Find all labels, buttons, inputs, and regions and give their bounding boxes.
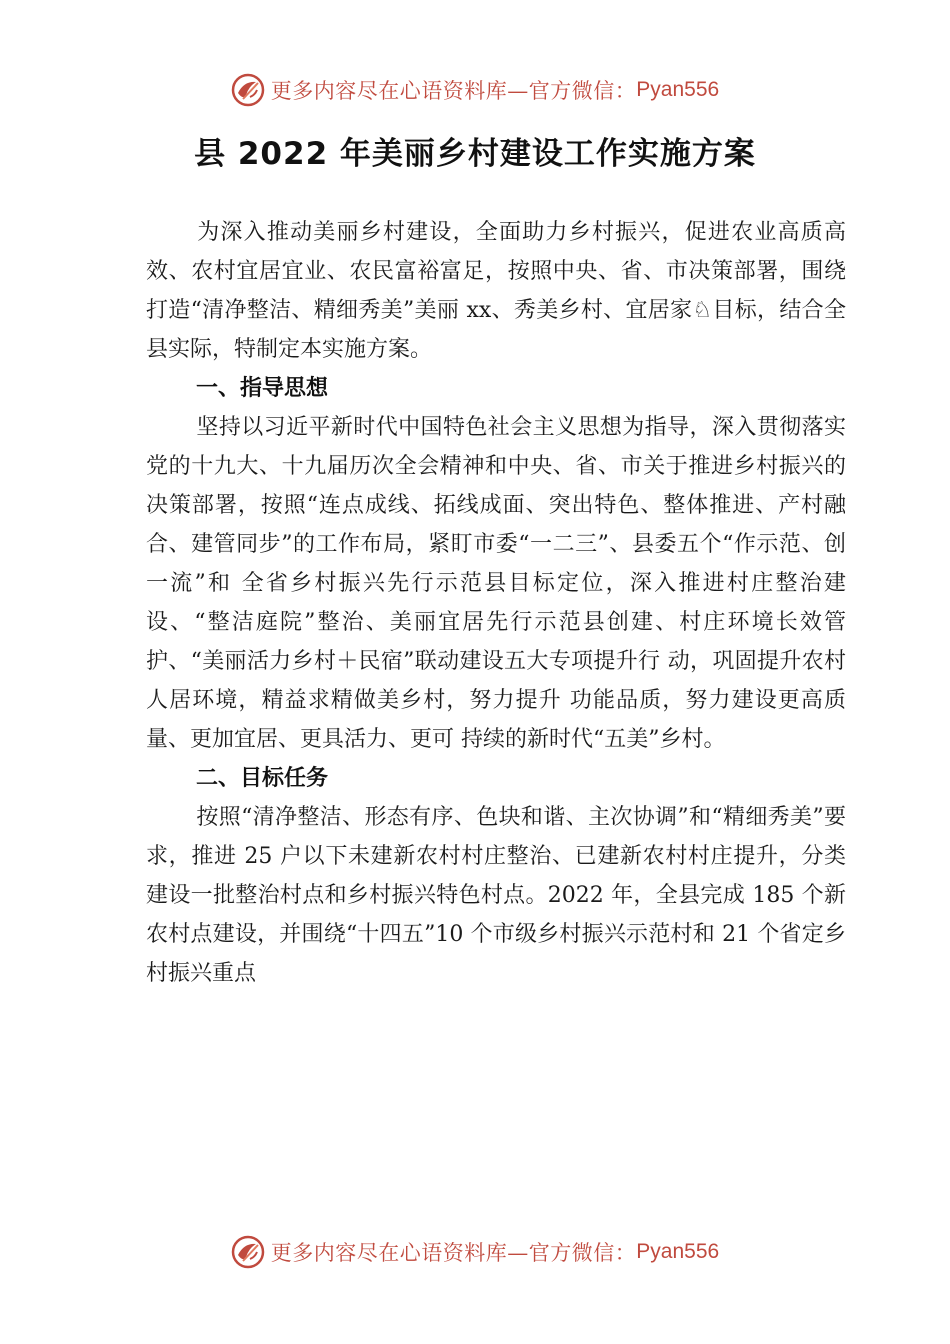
watermark-wechat-id: Pyan556 xyxy=(636,1240,720,1263)
watermark-wechat-id: Pyan556 xyxy=(636,78,720,101)
watermark-header xyxy=(0,70,950,110)
logo-icon xyxy=(231,73,265,107)
watermark-text: 更多内容尽在心语资料库—官方微信： xyxy=(270,79,637,103)
watermark-text: 更多内容尽在心语资料库—官方微信： xyxy=(270,1241,637,1265)
intro-paragraph xyxy=(146,213,846,369)
section1-text: 坚持以习近平新时代中国特色社会主义思想为指导，深入贯彻落实党的十九大、十九届历次全会精神和中央、省、市关于推进乡村振兴的决策部署，按照“连点成线、拓线成面、突出特色、整体推进、产村融合、建管同步”的工作布局，紧盯市委“一二三”、县委五个“作示范、创一流”和 全省乡村振兴先行示范县目标定位，深入推进村庄整治建设、“整洁庭院”整治、美丽宜居先行示范县创建、村庄环境长效管护、“美丽活力乡村＋民宿”联动建设五大专项提升行 动，巩固提升农村人居环境，精益求精做美乡村，努力提升 功能品质，努力建设更高质量、更加宜居、更具活力、更可 持续的新时代“五美”乡村。 xyxy=(146,415,846,752)
watermark-footer xyxy=(0,1232,950,1272)
intro-text: 为深入推动美丽乡村建设，全面助力乡村振兴，促进农业高质高效、农村宜居宜业、农民富裕富足，按照中央、省、市决策部署，围绕打造“清净整洁、精细秀美”美丽 xx、秀美乡村、宜居家♘目标，结合全县实际，特制定本实施方案。 xyxy=(146,220,846,362)
section1-heading: 一、指导思想 xyxy=(196,376,329,401)
logo-icon xyxy=(231,1235,265,1269)
section1-paragraph xyxy=(146,408,846,759)
section2-text: 按照“清净整洁、形态有序、色块和谐、主次协调”和“精细秀美”要求，推进 25 户以下未建新农村村庄整治、已建新农村村庄提升，分类建设一批整治村点和乡村振兴特色村点。2022 年，全县完成 185 个新农村点建设，并围绕“十四五”10 个市级乡村振兴示范村和 21 个省定乡村振兴重点 xyxy=(146,805,846,986)
section2-heading: 二、目标任务 xyxy=(196,766,329,791)
section2-paragraph xyxy=(146,798,846,993)
document-title: 县 2022 年美丽乡村建设工作实施方案 xyxy=(194,136,756,172)
document-body xyxy=(146,213,846,993)
